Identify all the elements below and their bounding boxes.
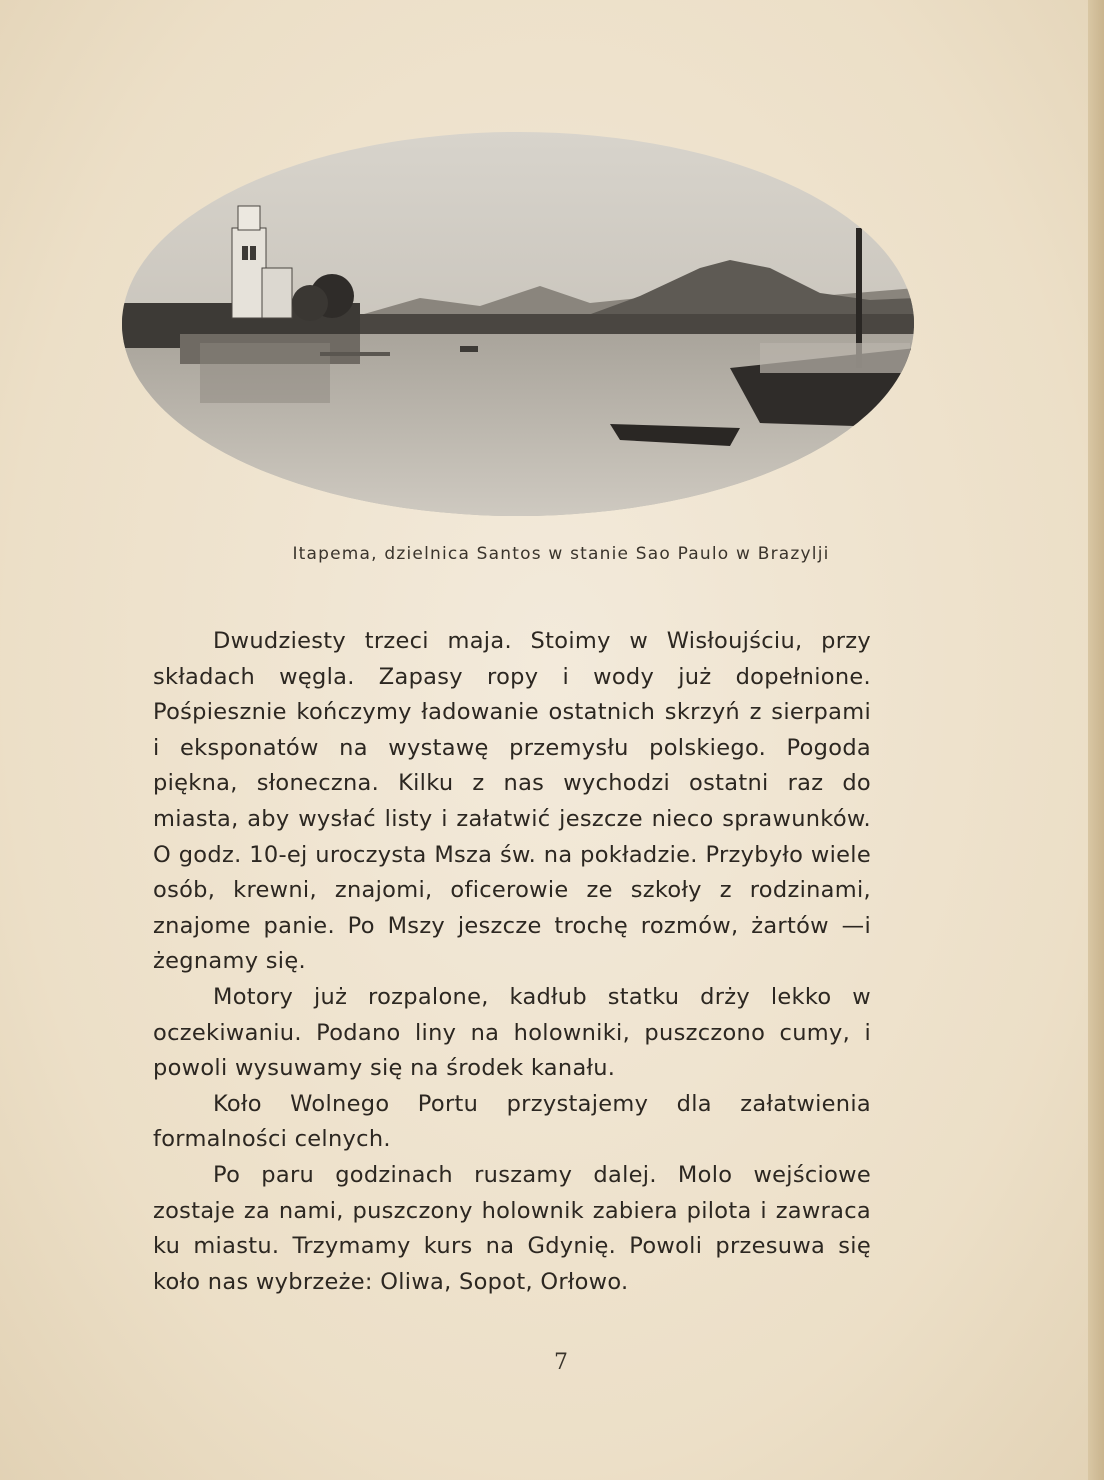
photo-caption: Itapema, dzielnica Santos w stanie Sao Paulo w Brazylji <box>292 544 830 564</box>
page-number: 7 <box>554 1350 568 1375</box>
paragraph: Dwudziesty trzeci maja. Stoimy w Wisłoujściu, przy składach węgla. Zapasy ropy i wody już dopełnione. Pośpiesznie kończymy ładowanie ostatnich skrzyń z sierpami i eksponatów na wystawę przemysłu polskiego. Pogoda piękna, słoneczna. Kilku z nas wychodzi ostatni raz do miasta, aby wysłać listy i załatwić jeszcze nieco sprawunków. O godz. 10-ej uroczysta Msza św. na pokładzie. Przybyło wiele osób, krewni, znajomi, oficerowie ze szkoły z rodzinami, znajome panie. Po Mszy jeszcze trochę rozmów, żartów —i żegnamy się. <box>153 628 871 975</box>
harbor-photograph <box>120 128 916 520</box>
paragraph: Motory już rozpalone, kadłub statku drży lekko w oczekiwaniu. Podano liny na holowniki, puszczono cumy, i powoli wysuwamy się na środek kanału. <box>153 983 871 1082</box>
page-edge <box>1088 0 1104 1480</box>
paragraph: Koło Wolnego Portu przystajemy dla załatwienia formalności celnych. <box>153 1090 871 1153</box>
body-text <box>153 624 871 1300</box>
paragraph: Po paru godzinach ruszamy dalej. Molo wejściowe zostaje za nami, puszczony holownik zabiera pilota i zawraca ku miastu. Trzymamy kurs na Gdynię. Powoli przesuwa się koło nas wybrzeże: Oliwa, Sopot, Orłowo. <box>153 1161 871 1295</box>
